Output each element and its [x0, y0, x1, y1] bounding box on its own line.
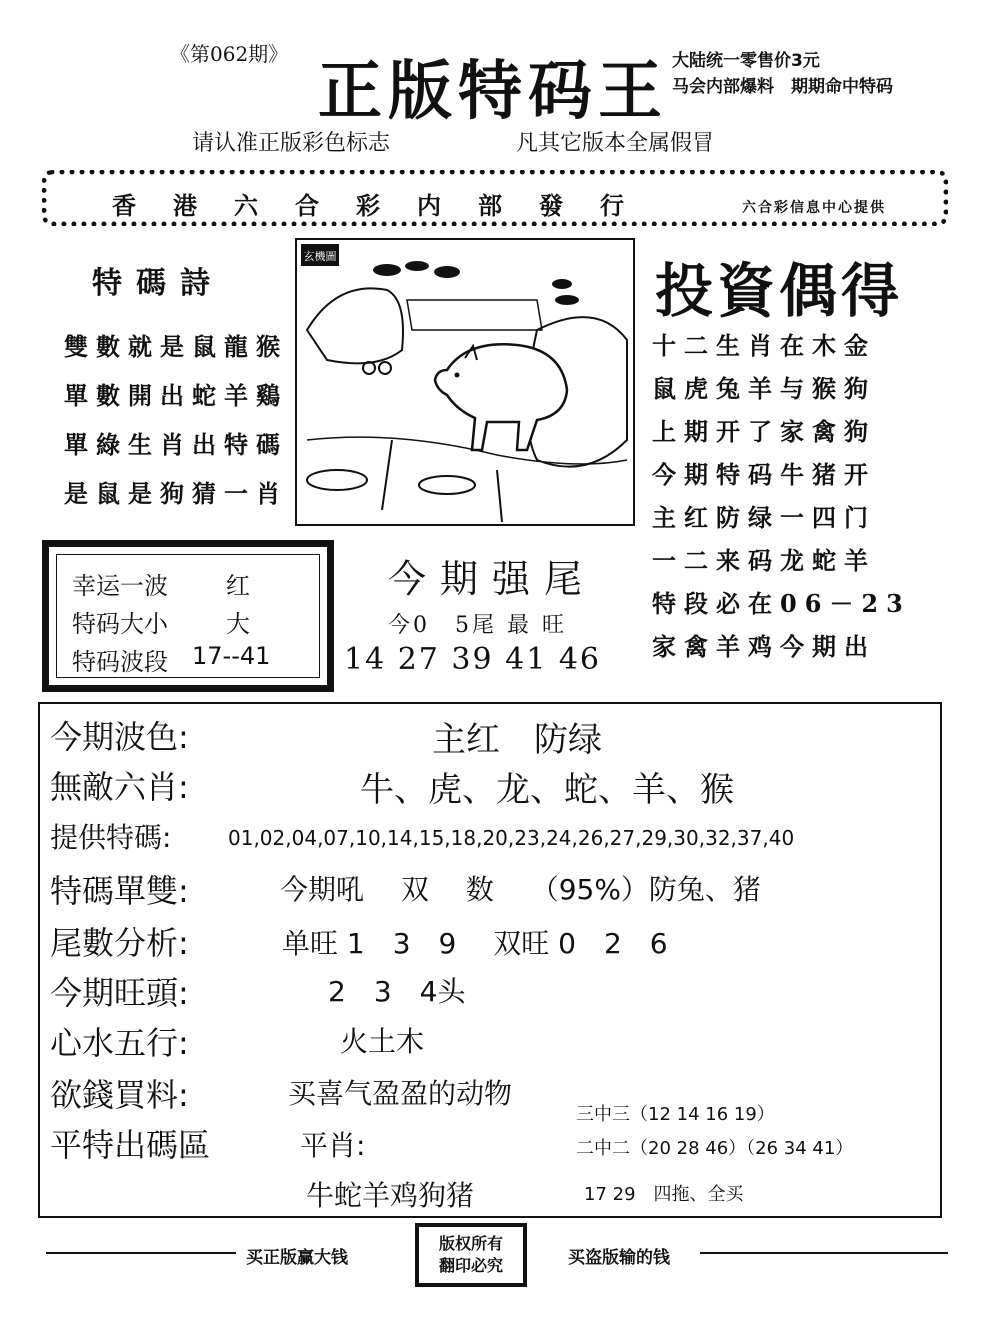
footer-left: 买正版赢大钱: [246, 1248, 348, 1268]
poem-line: 是鼠是狗猜一肖: [64, 479, 288, 508]
page-title: 正版特码王: [318, 55, 668, 129]
invest-line: 十二生肖在木金: [652, 331, 876, 360]
flat-value: 牛蛇羊鸡狗猪: [306, 1179, 475, 1212]
lucky-label: 幸运一波: [72, 572, 168, 600]
invest-lines: [652, 324, 911, 668]
invest-line: 今期特码牛猪开: [652, 460, 876, 489]
buy-label: 欲錢買料:: [50, 1076, 189, 1114]
lucky-value: 17--41: [192, 642, 271, 670]
picture-stamp: 玄機圖: [303, 250, 337, 263]
lucky-label: 特码波段: [72, 648, 168, 676]
flat-label: 平特出碼區: [50, 1126, 211, 1164]
invest-line: 特段必在06－23: [652, 589, 911, 618]
poem-line: 雙數就是鼠龍猴: [64, 332, 288, 361]
price-block: [672, 48, 893, 100]
price-line: 大陆统一零售价3元: [672, 51, 820, 71]
footer-line-right: [700, 1252, 948, 1254]
slogan-line: 马会内部爆料 期期命中特码: [672, 77, 893, 97]
tail-title: 今期强尾: [388, 557, 597, 601]
two-in-two: 二中二（20 28 46）（26 34 41）: [576, 1138, 854, 1159]
wave-label: 今期波色:: [50, 718, 189, 756]
poem-title: 特碼詩: [92, 266, 224, 301]
wave-value: 主红 防绿: [432, 720, 602, 760]
invest-line: 上期开了家禽狗: [652, 417, 876, 446]
footer-line-left: [46, 1252, 236, 1254]
special-label: 提供特碼:: [50, 821, 172, 854]
three-in-three: 三中三（12 14 16 19）: [576, 1104, 775, 1125]
head-value: 2 3 4头: [328, 975, 466, 1008]
tail-analysis-label: 尾數分析:: [50, 924, 189, 962]
pig-illustration-icon: [297, 240, 633, 524]
head-label: 今期旺頭:: [50, 974, 189, 1012]
poem-lines: [64, 322, 288, 518]
footer-right: 买盗版输的钱: [568, 1248, 670, 1268]
flat-sub: 平肖:: [300, 1129, 366, 1162]
lucky-value: 红: [226, 572, 250, 600]
lucky-value: 大: [226, 610, 250, 638]
banner-text: 香港六合彩内部發行: [112, 191, 661, 220]
notice-left: 请认准正版彩色标志: [192, 131, 391, 156]
six-value: 牛、虎、龙、蛇、羊、猴: [360, 770, 734, 810]
lucky-label: 特码大小: [72, 610, 168, 638]
four-drag: 17 29 四拖、全买: [584, 1184, 744, 1205]
poem-line: 單數開出蛇羊鷄: [64, 381, 288, 410]
copyright-line: 版权所有: [438, 1234, 503, 1253]
banner-sub: 六合彩信息中心提供: [742, 200, 886, 216]
notice-right: 凡其它版本全属假冒: [516, 131, 715, 156]
six-label: 無敵六肖:: [50, 768, 189, 806]
issue-number: 《第062期》: [170, 42, 289, 66]
element-value: 火土木: [340, 1025, 425, 1058]
pig-illustration-frame: [295, 238, 635, 526]
poem-line: 單綠生肖出特碼: [64, 430, 288, 459]
oddeven-value: 今期吼 双 数 （95%）防兔、猪: [280, 873, 761, 906]
tail-numbers: 14 27 39 41 46: [344, 642, 602, 677]
invest-line: 一二来码龙蛇羊: [652, 546, 876, 575]
tail-sub: 今0 5尾 最 旺: [388, 613, 567, 638]
invest-line: 鼠虎兔羊与猴狗: [652, 374, 876, 403]
oddeven-label: 特碼單雙:: [50, 872, 189, 910]
copyright-text: [427, 1233, 515, 1277]
invest-line: 家禽羊鸡今期出: [652, 632, 876, 661]
copyright-line: 翻印必究: [438, 1256, 503, 1275]
special-value: 01,02,04,07,10,14,15,18,20,23,24,26,27,29,30,32,37,40: [228, 826, 795, 850]
tail-analysis-value: 单旺 1 3 9 双旺 0 2 6: [282, 927, 668, 960]
element-label: 心水五行:: [50, 1024, 189, 1062]
buy-value: 买喜气盈盈的动物: [288, 1077, 513, 1110]
invest-title: 投資偶得: [655, 257, 904, 325]
invest-line: 主红防绿一四门: [652, 503, 876, 532]
